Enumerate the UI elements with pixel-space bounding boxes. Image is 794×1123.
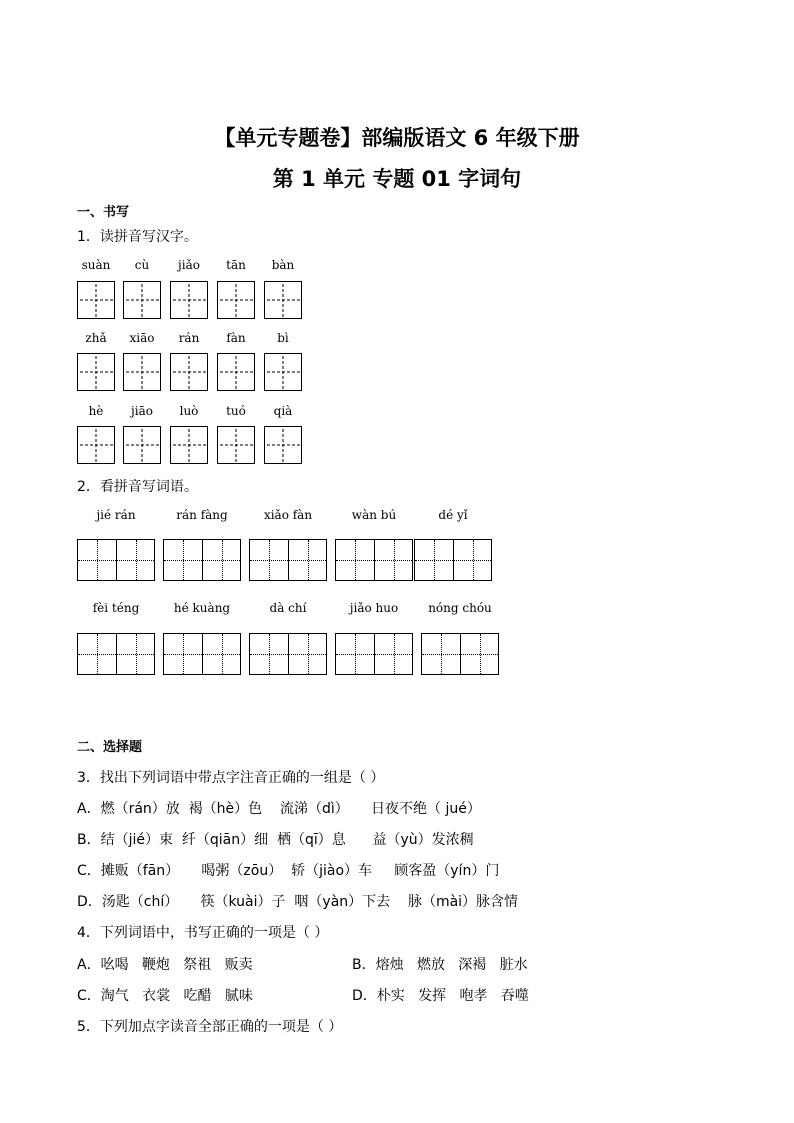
guide-line [308,634,309,674]
pinyin-label: jiāo [131,404,153,418]
guide-line [97,634,98,674]
pinyin-word-label: dé yǐ [438,508,468,522]
word-writing-box[interactable] [249,633,327,675]
pinyin-label: bì [277,331,289,345]
word-writing-box[interactable] [335,539,413,581]
question-1: 1．读拼音写汉字。 [77,229,198,245]
pinyin-word-label: fèi téng [92,601,140,615]
pinyin-label: zhǎ [85,331,107,345]
character-writing-box[interactable] [217,281,255,319]
pinyin-word-label: nóng chóu [428,601,492,615]
q4-option-b: B．熔烛 燃放 深褐 脏水 [352,957,528,973]
guide-line [250,560,326,561]
pinyin-word-label: xiǎo fàn [263,508,313,522]
pinyin-word-label: wàn bú [351,508,397,522]
guide-line [480,634,481,674]
guide-line [355,540,356,580]
pinyin-label: fàn [226,331,246,345]
guide-line [222,634,223,674]
character-writing-box[interactable] [123,353,161,391]
q4-option-d: D．朴实 发挥 咆孝 吞噬 [352,988,529,1004]
guide-line [394,634,395,674]
character-writing-box[interactable] [123,281,161,319]
pinyin-label: tuó [226,404,246,418]
character-writing-box[interactable] [264,426,302,464]
guide-line [222,540,223,580]
guide-line [136,634,137,674]
guide-line [183,634,184,674]
word-writing-box[interactable] [249,539,327,581]
pinyin-word-label: jiǎo huo [349,601,399,615]
pinyin-word-label: rán fàng [176,508,228,522]
guide-line [164,560,240,561]
word-writing-box[interactable] [77,539,155,581]
character-writing-box[interactable] [77,353,115,391]
page-subtitle: 第 1 单元 专题 01 字词句 [272,167,522,191]
guide-line [394,540,395,580]
character-writing-box[interactable] [217,426,255,464]
question-4: 4．下列词语中，书写正确的一项是（ ） [77,925,329,941]
word-writing-box[interactable] [163,539,241,581]
q3-option-d: D．汤匙（chí） 筷（kuài）子 咽（yàn）下去 脉（mài）脉含情 [77,894,519,910]
character-writing-box[interactable] [217,353,255,391]
question-5: 5．下列加点字读音全部正确的一项是（ ） [77,1019,343,1035]
word-writing-box[interactable] [414,539,492,581]
q4-option-c: C．淘气 衣裳 吃醋 腻味 [77,988,253,1004]
guide-line [434,540,435,580]
character-writing-box[interactable] [123,426,161,464]
guide-line [269,540,270,580]
pinyin-word-label: jié rán [96,508,136,522]
question-3: 3．找出下列词语中带点字注音正确的一组是（ ） [77,770,385,786]
guide-line [136,540,137,580]
q4-option-a: A．吆喝 鞭炮 祭祖 贩卖 [77,957,253,973]
guide-line [250,654,326,655]
word-writing-box[interactable] [421,633,499,675]
pinyin-label: tān [226,258,246,272]
character-writing-box[interactable] [264,281,302,319]
pinyin-label: bàn [271,258,295,272]
question-2: 2．看拼音写词语。 [77,479,198,495]
character-writing-box[interactable] [170,281,208,319]
character-writing-box[interactable] [170,426,208,464]
character-writing-box[interactable] [77,281,115,319]
character-writing-box[interactable] [264,353,302,391]
pinyin-label: suàn [81,258,111,272]
pinyin-label: hè [88,404,104,418]
q3-option-a: A．燃（rán）放 褐（hè）色 流涕（dì） 日夜不绝（ jué） [77,801,481,817]
guide-line [415,560,491,561]
pinyin-label: jiǎo [178,258,200,272]
guide-line [336,654,412,655]
character-writing-box[interactable] [170,353,208,391]
pinyin-word-label: hé kuàng [173,601,231,615]
character-writing-box[interactable] [77,426,115,464]
guide-line [164,654,240,655]
pinyin-label: qià [273,404,293,418]
page-title: 【单元专题卷】部编版语文 6 年级下册 [214,126,580,150]
pinyin-label: luò [179,404,199,418]
section-heading-writing: 一、书写 [77,205,130,220]
guide-line [336,560,412,561]
guide-line [355,634,356,674]
word-writing-box[interactable] [163,633,241,675]
pinyin-label: cù [134,258,150,272]
guide-line [422,654,498,655]
q3-option-c: C．摊贩（fān） 喝粥（zōu） 轿（jiào）车 顾客盈（yín）门 [77,863,500,879]
guide-line [269,634,270,674]
section-heading-choice: 二、选择题 [77,740,143,755]
guide-line [441,634,442,674]
guide-line [308,540,309,580]
pinyin-label: xiāo [129,331,155,345]
guide-line [78,560,154,561]
guide-line [183,540,184,580]
word-writing-box[interactable] [77,633,155,675]
pinyin-word-label: dà chí [269,601,307,615]
pinyin-label: rán [178,331,200,345]
guide-line [473,540,474,580]
word-writing-box[interactable] [335,633,413,675]
guide-line [78,654,154,655]
q3-option-b: B．结（jié）束 纤（qiān）细 栖（qī）息 益（yù）发浓稠 [77,832,474,848]
guide-line [97,540,98,580]
